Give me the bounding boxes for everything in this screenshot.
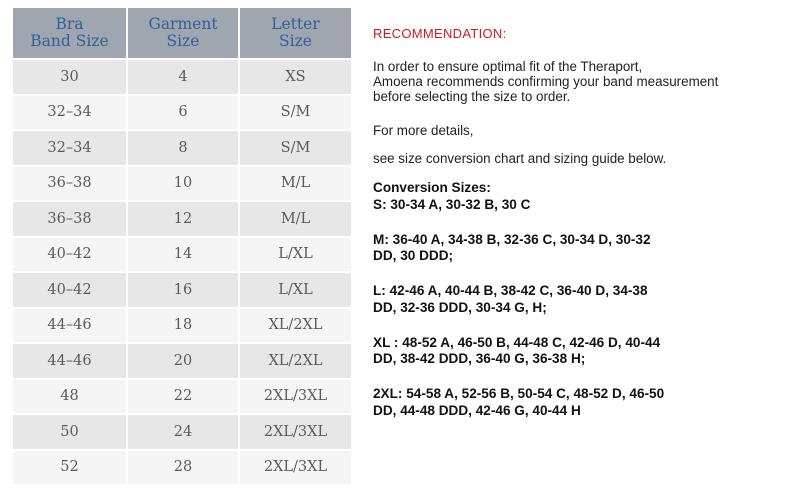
info-panel (373, 26, 783, 419)
table-row (13, 344, 351, 380)
cell-band-size: 48 (13, 380, 128, 416)
table-row (13, 60, 351, 96)
cell-garment-size: 18 (128, 309, 240, 345)
see-chart-text: see size conversion chart and sizing guide below. (373, 151, 667, 166)
cell-garment-size: 24 (128, 415, 240, 451)
cell-garment-size: 4 (128, 60, 240, 96)
cell-letter-size: XL/2XL (240, 344, 351, 380)
conversion-m: M: 36-40 A, 34-38 B, 32-36 C, 30-34 D, 30-32 (373, 231, 651, 247)
cell-garment-size: 12 (128, 202, 240, 238)
cell-band-size: 52 (13, 451, 128, 487)
table-row (13, 238, 351, 274)
header-bra-band-size (13, 8, 128, 60)
cell-garment-size: 14 (128, 238, 240, 274)
conversion-l: L: 42-46 A, 40-44 B, 38-42 C, 36-40 D, 34-38 (373, 283, 648, 298)
cell-letter-size: 2XL/3XL (240, 380, 351, 416)
cell-garment-size: 16 (128, 273, 240, 309)
cell-band-size: 30 (13, 60, 128, 96)
table-row (13, 380, 351, 416)
table-row (13, 96, 351, 132)
conversion-m-cont: DD, 30 DDD; (373, 248, 454, 263)
table-header-row (13, 8, 351, 60)
conversion-title: Conversion Sizes: (373, 180, 491, 195)
recommendation-line: before selecting the size to order. (373, 89, 571, 104)
header-label-line: Letter (271, 15, 320, 33)
table-row (13, 202, 351, 238)
recommendation-text (373, 59, 783, 104)
cell-garment-size: 20 (128, 344, 240, 380)
cell-band-size: 40–42 (13, 238, 128, 274)
table-row (13, 415, 351, 451)
size-table (13, 8, 351, 486)
cell-band-size: 36–38 (13, 202, 128, 238)
header-garment-size (128, 8, 240, 60)
table-row (13, 451, 351, 487)
header-letter-size (240, 8, 351, 60)
conversion-s: S: 30-34 A, 30-32 B, 30 C (373, 196, 531, 212)
cell-band-size: 40–42 (13, 273, 128, 309)
header-label-line: Size (279, 32, 312, 50)
cell-letter-size: M/L (240, 167, 351, 203)
header-label-line: Size (166, 32, 200, 50)
details-text: For more details, (373, 123, 474, 138)
header-label-line: Garment (148, 15, 218, 33)
cell-band-size: 32–34 (13, 96, 128, 132)
cell-letter-size: 2XL/3XL (240, 415, 351, 451)
recommendation-line: Amoena recommends confirming your band measurement (373, 74, 719, 89)
cell-band-size: 44–46 (13, 309, 128, 345)
conversion-sizes (373, 180, 783, 419)
cell-band-size: 50 (13, 415, 128, 451)
conversion-2xl-cont: DD, 44-48 DDD, 42-46 G, 40-44 H (373, 402, 581, 418)
cell-band-size: 36–38 (13, 167, 128, 203)
cell-band-size: 44–46 (13, 344, 128, 380)
table-row (13, 273, 351, 309)
cell-garment-size: 6 (128, 96, 240, 132)
cell-letter-size: 2XL/3XL (240, 451, 351, 487)
cell-band-size: 32–34 (13, 131, 128, 167)
cell-letter-size: L/XL (240, 238, 351, 274)
cell-garment-size: 8 (128, 131, 240, 167)
recommendation-title: RECOMMENDATION: (373, 26, 507, 41)
header-label-line: Band Size (30, 32, 109, 50)
recommendation-line: In order to ensure optimal fit of the Theraport, (373, 59, 643, 74)
table-body (13, 60, 351, 486)
table-row (13, 167, 351, 203)
table-row (13, 309, 351, 345)
size-chart (13, 8, 351, 486)
conversion-xl: XL : 48-52 A, 46-50 B, 44-48 C, 42-46 D, 40-44 (373, 334, 661, 350)
table-row (13, 131, 351, 167)
cell-letter-size: S/M (240, 96, 351, 132)
conversion-xl-cont: DD, 38-42 DDD, 36-40 G, 36-38 H; (373, 351, 586, 366)
cell-letter-size: L/XL (240, 273, 351, 309)
cell-garment-size: 22 (128, 380, 240, 416)
header-label-line: Bra (55, 15, 84, 33)
conversion-2xl: 2XL: 54-58 A, 52-56 B, 50-54 C, 48-52 D, 46-50 (373, 386, 665, 401)
cell-letter-size: S/M (240, 131, 351, 167)
cell-letter-size: M/L (240, 202, 351, 238)
cell-letter-size: XS (240, 60, 351, 96)
cell-garment-size: 10 (128, 167, 240, 203)
cell-garment-size: 28 (128, 451, 240, 487)
cell-letter-size: XL/2XL (240, 309, 351, 345)
conversion-l-cont: DD, 32-36 DDD, 30-34 G, H; (373, 299, 547, 315)
